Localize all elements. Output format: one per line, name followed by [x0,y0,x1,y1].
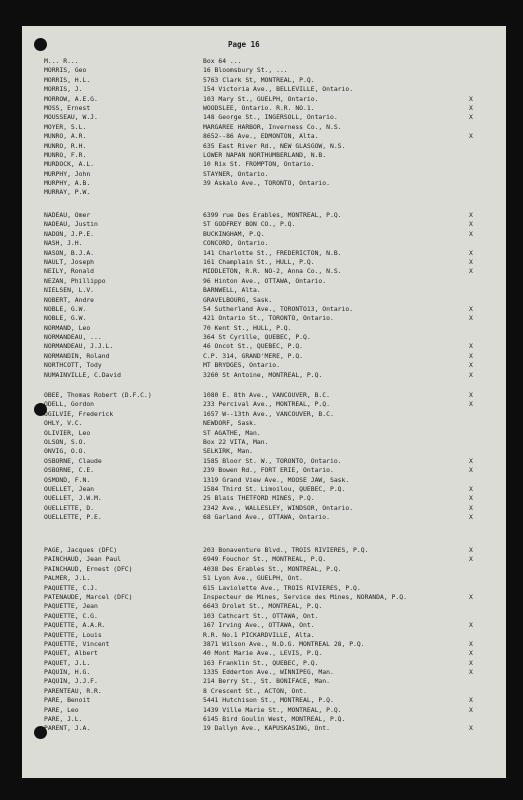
entry-mark: X [469,724,473,733]
list-item [22,352,506,361]
section-p [22,546,506,734]
entry-address: 5441 Hutchison St., MONTREAL, P.Q. [203,696,334,705]
list-item [22,258,506,267]
list-item [22,513,506,522]
list-item [22,574,506,583]
entry-name: PATENAUDE, Marcel (DFC) [44,592,133,601]
entry-name: NORMANDIN, Roland [44,351,110,360]
entry-mark: X [469,267,473,276]
list-item [22,621,506,630]
entry-address: 5763 Clark St, MONTREAL, P.Q. [203,75,315,84]
list-item [22,724,506,733]
list-item [22,504,506,513]
entry-name: NUMAINVILLE, C.David [44,370,121,379]
entry-name: NADON, J.P.E. [44,229,95,238]
list-item [22,151,506,160]
entry-mark: X [469,342,473,351]
list-item [22,715,506,724]
entry-address: 3871 Wilson Ave., N.D.G. MONTREAL 28, P.Q. [203,639,365,648]
entry-address: BARNWELL, Alta. [203,286,261,295]
entry-address: 19 Dallyn Ave., KAPUSKASING, Ont. [203,724,330,733]
entry-address: 39 Askalo Ave., TORONTO, Ontario. [203,179,330,188]
entry-address: 1657 W--13th Ave., VANCOUVER, B.C. [203,409,334,418]
list-item [22,476,506,485]
entry-address: 40 Mont Marie Ave., LEVIS, P.Q. [203,649,323,658]
entry-address: 51 Lyon Ave., GUELPH, Ont. [203,574,304,583]
list-item [22,649,506,658]
entry-name: OSBORNE, C.E. [44,466,95,475]
list-item [22,565,506,574]
entry-mark: X [469,220,473,229]
entry-mark: X [469,621,473,630]
list-item [22,640,506,649]
entry-name: PARE, J.L. [44,715,83,724]
entry-name: NADEAU, Omer [44,211,91,219]
entry-address: MARGAREE HARBOR, Inverness Co., N.S. [203,122,342,131]
entry-address: ST GODFREY BON CO., P.Q. [203,220,296,229]
entry-name: OUELLET, Jean [44,484,95,493]
entry-address: 233 Percival Ave., MONTREAL, P.Q. [203,400,330,409]
entry-name: PAQUETTE, Louis [44,630,102,639]
entry-mark: X [469,668,473,677]
entry-name: PAQUIN, H.G. [44,668,91,677]
list-item [22,333,506,342]
entry-address: 421 Ontario St., TORONTO, Ontario. [203,314,334,323]
entry-address: 1319 Grand View Ave., MOOSE JAW, Sask. [203,475,350,484]
entry-address: 615 Laviolette Ave., TROIS RIVIERES, P.Q. [203,583,361,592]
list-item [22,85,506,94]
entry-name: NORMAND, Leo [44,323,91,332]
entry-name: PAQUETTE, C.G. [44,611,98,620]
list-item [22,391,506,400]
entry-name: PAQUIN, J.J.F. [44,677,98,686]
entry-name: NOBLE, G.W. [44,314,87,323]
list-item [22,612,506,621]
entry-address: GRAVELBOURG, Sask. [203,295,273,304]
entry-address: 96 Hinton Ave., OTTAWA, Ontario. [203,276,327,285]
entry-address: 3260 St Antoine, MONTREAL, P.Q. [203,370,323,379]
list-item [22,296,506,305]
entry-address: 161 Champlain St., HULL, P.Q. [203,257,315,266]
entry-name: OLIVIER, Leo [44,428,91,437]
entry-address: 148 George St., INGERSOLL, Ontario. [203,113,338,122]
entry-name: OLSON, S.O. [44,437,87,446]
entry-address: 54 Sutherland Ave., TORONTO13, Ontario. [203,304,354,313]
entry-address: WOODSLEE, Ontario. R.R. NO.1. [203,103,315,112]
entry-mark: X [469,513,473,522]
entry-address: 8652--86 Ave., EDMONTON, Alta. [203,132,319,141]
entry-address: 635 East River Rd., NEW GLASGOW, N.S. [203,141,346,150]
entry-name: PARE, Benoit [44,696,91,705]
entry-address: 1585 Bloor St. W., TORONTO, Ontario. [203,456,342,465]
list-item [22,324,506,333]
entry-name: NASH, J.H. [44,239,83,248]
entry-name: PAQUETTE, C.J. [44,583,98,592]
entry-name: MUNRO, R.H. [44,141,87,150]
list-item [22,447,506,456]
entry-mark: X [469,103,473,112]
entry-address: 10 Rix St. FROMPTON, Ontario. [203,160,315,169]
entry-mark: X [469,705,473,714]
entry-address: Box 64 ... [203,57,242,65]
entry-address: ST AGATHE, Man. [203,428,261,437]
entry-name: PARE, Leo [44,705,79,714]
entry-name: PARENT, J.A. [44,724,91,733]
section-n [22,211,506,380]
entry-name: MORRIS, J. [44,85,83,94]
entry-address: 6145 Bird Goulin West, MONTREAL, P.Q. [203,715,346,724]
entry-name: OSBORNE, Claude [44,456,102,465]
entry-address: LOWER NAPAN NORTHUMBERLAND, N.B. [203,150,327,159]
section-m [22,57,506,198]
entry-name: NIELSEN, L.V. [44,286,95,295]
entry-address: MT BRYDGES, Ontario. [203,361,280,370]
entry-address: 4038 Des Erables St., MONTREAL, P.Q. [203,564,342,573]
entry-name: MURPHY, John [44,169,91,178]
entry-address: 2342 Ave., WALLESLEY, WINDSOR, Ontario. [203,503,354,512]
entry-address: NEWDORF, Sask. [203,419,257,428]
list-item [22,706,506,715]
entry-address: C.P. 314, GRAND'MERE, P.Q. [203,351,304,360]
entry-name: MURRAY, P.W. [44,188,91,197]
list-item [22,677,506,686]
list-item [22,361,506,370]
entry-address: 214 Berry St., St. BONIFACE, Man. [203,677,330,686]
entry-address: 16 Bloomsbury St., ... [203,66,288,75]
entry-address: 1335 Edderton Ave., WINNIPEG, Man. [203,668,334,677]
entry-address: Box 22 VITA, Man. [203,437,269,446]
list-item [22,211,506,220]
entry-mark: X [469,639,473,648]
entry-mark: X [469,456,473,465]
entry-address: 364 St Cyrille, QUEBEC, P.Q. [203,333,311,342]
entry-mark: X [469,696,473,705]
list-item [22,188,506,197]
entry-address: MIDDLETON, R.R. NO-2, Anna Co., N.S. [203,267,342,276]
entry-mark: X [469,113,473,122]
entry-mark: X [469,592,473,601]
list-item [22,142,506,151]
list-item [22,438,506,447]
entry-name: MORRIS, H.L. [44,75,91,84]
list-item [22,593,506,602]
entry-name: NAULT, Joseph [44,257,95,266]
entry-address: 6399 rue Des Erables, MONTREAL, P.Q. [203,211,342,219]
entry-address: 1584 Third St. Limoilou, QUEBEC, P.Q. [203,484,346,493]
entry-mark: X [469,391,473,399]
entry-name: PARENTEAU, R.R. [44,686,102,695]
entry-address: 203 Bonaventure Blvd., TROIS RIVIERES, P.Q. [203,546,369,554]
entry-name: PAQUETTE, Jean [44,602,98,611]
list-item [22,371,506,380]
entry-mark: X [469,503,473,512]
entry-address: 6643 Drolet St., MONTREAL, P.Q. [203,602,323,611]
entry-mark: X [469,370,473,379]
entry-address: 8 Crescent St., ACTON, Ont. [203,686,307,695]
list-item [22,286,506,295]
entry-name: NOBLE, G.W. [44,304,87,313]
entry-name: MUNRO, F.R. [44,150,87,159]
entry-address: 103 Cathcart St., OTTAWA, Ont. [203,611,319,620]
section-o [22,391,506,522]
list-item [22,314,506,323]
document-page [22,26,506,778]
entry-name: PAQUETTE, A.A.R. [44,621,106,630]
entry-address: 103 Mary St., GUELPH, Ontario. [203,94,319,103]
entry-address: 154 Victoria Ave., BELLEVILLE, Ontario. [203,85,354,94]
entry-name: OUELLETTE, P.E. [44,513,102,522]
punch-hole [34,38,47,51]
entry-address: 70 Kent St., HULL, P.Q. [203,323,292,332]
entry-address: 141 Charlotte St., FREDERICTON, N.B. [203,248,342,257]
list-item [22,170,506,179]
entry-name: ODELL, Gordon [44,400,95,409]
entry-name: OSMOND, F.N. [44,475,91,484]
entry-name: MORROW, A.E.G. [44,94,98,103]
list-item [22,104,506,113]
entry-mark: X [469,494,473,503]
list-item [22,123,506,132]
entry-name: MORRIS, Geo [44,66,87,75]
list-item [22,239,506,248]
entry-name: NADEAU, Justin [44,220,98,229]
entry-name: NASON, B.J.A. [44,248,95,257]
list-item [22,584,506,593]
entry-address: 239 Bowen Rd., FORT ERIE, Ontario. [203,466,334,475]
list-item [22,687,506,696]
entry-name: PALMER, J.L. [44,574,91,583]
entry-address: 68 Garland Ave., OTTAWA, Ontario. [203,513,330,522]
list-item [22,602,506,611]
entry-mark: X [469,351,473,360]
list-item [22,76,506,85]
list-item [22,342,506,351]
entry-name: OHLY, V.C. [44,419,83,428]
entry-address: 25 Blais THETFORD MINES, P.Q. [203,494,315,503]
entry-name: MOSS, Ernest [44,103,91,112]
entry-name: PAGE, Jacques (DFC) [44,546,118,554]
entry-mark: X [469,658,473,667]
entry-name: MOYER, S.L. [44,122,87,131]
entry-address: CONCORD, Ontario. [203,239,269,248]
entry-mark: X [469,257,473,266]
entry-name: OUELLET, J.W.M. [44,494,102,503]
entry-name: MURPHY, A.B. [44,179,91,188]
entry-mark: X [469,211,473,219]
list-item [22,249,506,258]
entry-mark: X [469,314,473,323]
list-item [22,555,506,564]
entry-name: OBEE, Thomas Robert (D.F.C.) [44,391,152,399]
entry-mark: X [469,304,473,313]
entry-name: PAINCHAUD, Jean Paul [44,555,121,564]
entry-address: 163 Franklin St., QUEBEC, P.Q. [203,658,319,667]
entry-mark: X [469,649,473,658]
entry-name: NEZAN, Phillippo [44,276,106,285]
list-item [22,494,506,503]
list-item [22,160,506,169]
entry-address: 46 Oncot St., QUEBEC, P.Q. [203,342,304,351]
list-item [22,659,506,668]
entry-address: SELKIRK, Man. [203,447,254,456]
entry-mark: X [469,466,473,475]
entry-address: BUCKINGHAM, P.Q. [203,229,265,238]
entry-name: OGILVIE, Frederick [44,409,114,418]
list-item [22,220,506,229]
entry-name: ONVIG, O.O. [44,447,87,456]
entry-name: MURDOCK, A.L. [44,160,95,169]
list-item [22,95,506,104]
list-item [22,305,506,314]
entry-name: NORMANDEAU, J.J.L. [44,342,114,351]
entry-address: 1439 Ville Marie St., MONTREAL, P.Q. [203,705,342,714]
list-item [22,696,506,705]
entry-name: OUELLETTE, D. [44,503,95,512]
entry-mark: X [469,484,473,493]
entry-address: R.R. No.1 PICKARDVILLE, Alta. [203,630,315,639]
list-item [22,179,506,188]
list-item [22,546,506,555]
entry-name: PAINCHAUD, Ernest (DFC) [44,564,133,573]
list-item [22,410,506,419]
entry-name: NORMANDEAU, ... [44,333,102,342]
entry-name: MOUSSEAU, W.J. [44,113,98,122]
page-title: Page 16 [228,40,260,49]
list-item [22,419,506,428]
entry-name: PAQUETTE, Vincent [44,639,110,648]
entry-mark: X [469,555,473,564]
list-item [22,400,506,409]
list-item [22,668,506,677]
entry-address: STAYNER, Ontario. [203,169,269,178]
list-item [22,457,506,466]
entry-mark: X [469,400,473,409]
entry-name: NOBERT, Andre [44,295,95,304]
entry-address: 6949 Fouchor St., MONTREAL, P.Q. [203,555,327,564]
list-item [22,57,506,66]
entry-name: MUNRO, A.R. [44,132,87,141]
list-item [22,132,506,141]
entry-name: PAQUET, J.L. [44,658,91,667]
entry-address: 1080 E. 8th Ave., VANCOUVER, B.C. [203,391,330,399]
entry-mark: X [469,229,473,238]
list-item [22,267,506,276]
list-item [22,485,506,494]
list-item [22,429,506,438]
entry-name: NEILY, Ronald [44,267,95,276]
entry-mark: X [469,132,473,141]
entry-address: 167 Irving Ave., OTTAWA, Ont. [203,621,315,630]
entry-mark: X [469,361,473,370]
entry-name: PAQUET, Albert [44,649,98,658]
entry-address: Inspecteur de Mines, Service des Mines, NORANDA, P.Q. [203,592,407,601]
entry-mark: X [469,248,473,257]
entry-mark: X [469,94,473,103]
list-item [22,277,506,286]
entry-name: M... R... [44,57,79,65]
list-item [22,466,506,475]
list-item [22,66,506,75]
list-item [22,230,506,239]
list-item [22,113,506,122]
list-item [22,631,506,640]
entry-name: NORTHCOTT, Tody [44,361,102,370]
entry-mark: X [469,546,473,554]
